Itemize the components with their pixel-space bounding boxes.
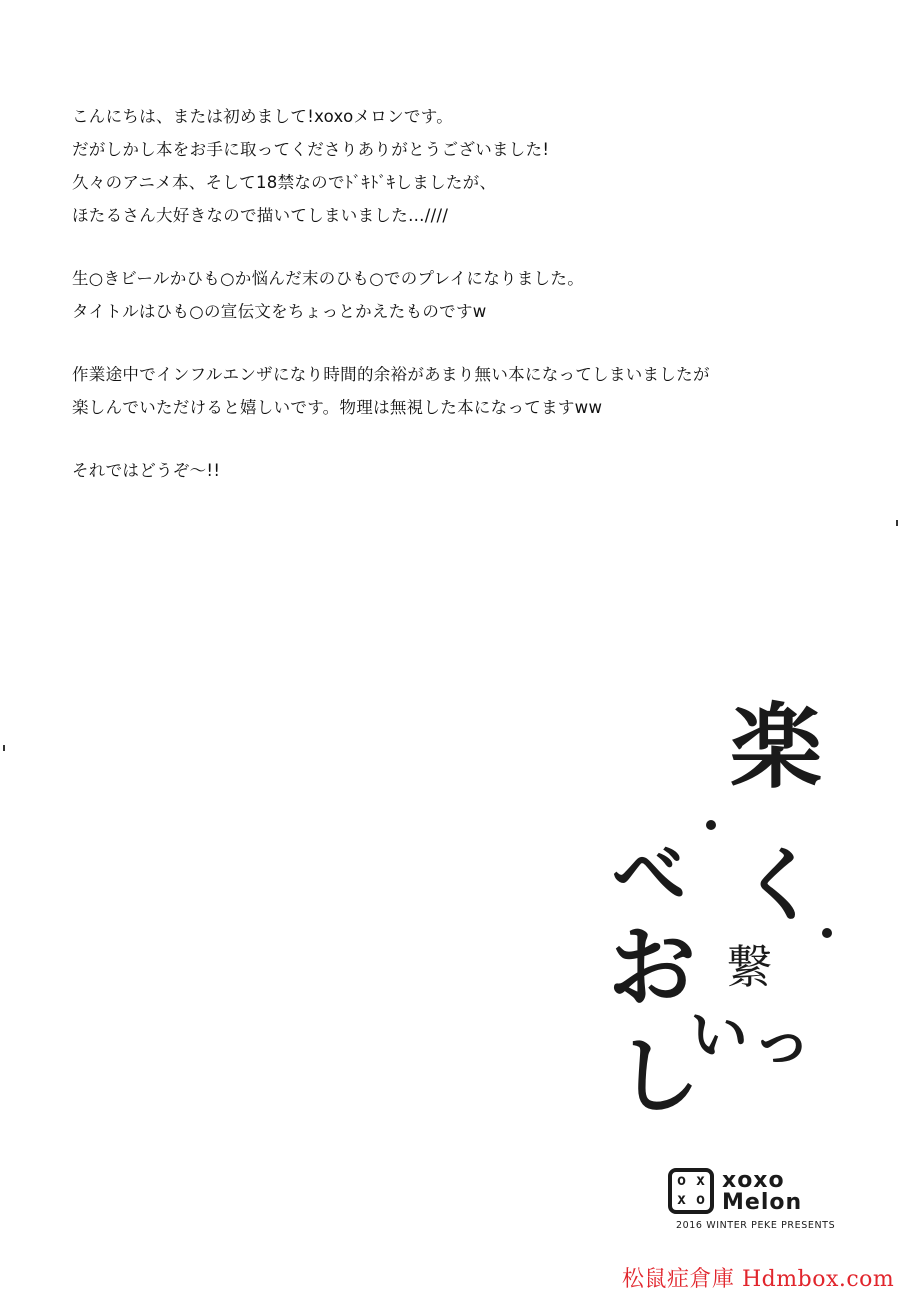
title-char: べ bbox=[612, 832, 686, 918]
text-line: だがしかし本をお手に取ってくださりありがとうございました! bbox=[72, 140, 550, 159]
logo-mark bbox=[668, 1168, 714, 1214]
circle-logo bbox=[668, 1168, 838, 1238]
text-line: こんにちは、または初めまして!xoxoメロンです。 bbox=[72, 107, 453, 126]
title-char: っ bbox=[752, 1007, 812, 1077]
title-dot bbox=[706, 820, 716, 830]
logo-word-top: xoxo bbox=[722, 1168, 785, 1193]
text-line: 作業途中でインフルエンザになり時間的余裕があまり無い本になってしまいましたが bbox=[72, 365, 710, 384]
logo-word-bottom: Melon bbox=[722, 1190, 803, 1215]
scan-speck bbox=[896, 520, 898, 526]
title-char: い bbox=[690, 1001, 749, 1069]
title-char: 楽 bbox=[730, 694, 823, 801]
logo-mark-glyph: x bbox=[676, 1190, 687, 1208]
paragraph-1 bbox=[72, 100, 772, 232]
paragraph-4 bbox=[72, 454, 772, 487]
text-line: タイトルはひも○の宣伝文をちょっとかえたものですw bbox=[72, 302, 487, 321]
text-line: 久々のアニメ本、そして18禁なのでﾄﾞｷﾄﾞｷしましたが、 bbox=[72, 173, 497, 192]
title-char: お bbox=[608, 916, 697, 1019]
logo-subline: 2016 WINTER PEKE PRESENTS bbox=[676, 1220, 836, 1231]
text-line: ほたるさん大好きなので描いてしまいました…//// bbox=[72, 206, 449, 225]
title-char: 繋 bbox=[726, 940, 772, 994]
text-line: 生○きビールかひも○か悩んだ末のひも○でのプレイになりました。 bbox=[72, 269, 585, 288]
text-line: 楽しんでいただけると嬉しいです。物理は無視した本になってますww bbox=[72, 398, 603, 417]
afterword-text bbox=[72, 100, 772, 517]
logo-mark-glyph: x bbox=[695, 1171, 706, 1189]
text-line: それではどうぞ～!! bbox=[72, 461, 221, 480]
title-dot bbox=[822, 928, 832, 938]
title-char: し bbox=[616, 1027, 701, 1125]
site-watermark: 松鼠症倉庫 Hdmbox.com bbox=[622, 1267, 895, 1292]
title-char: く bbox=[740, 839, 820, 932]
paragraph-2 bbox=[72, 262, 772, 328]
paragraph-3 bbox=[72, 358, 772, 424]
scan-speck bbox=[3, 745, 5, 751]
logo-mark-glyph: o bbox=[695, 1190, 706, 1208]
logo-mark-glyph: o bbox=[676, 1171, 687, 1189]
